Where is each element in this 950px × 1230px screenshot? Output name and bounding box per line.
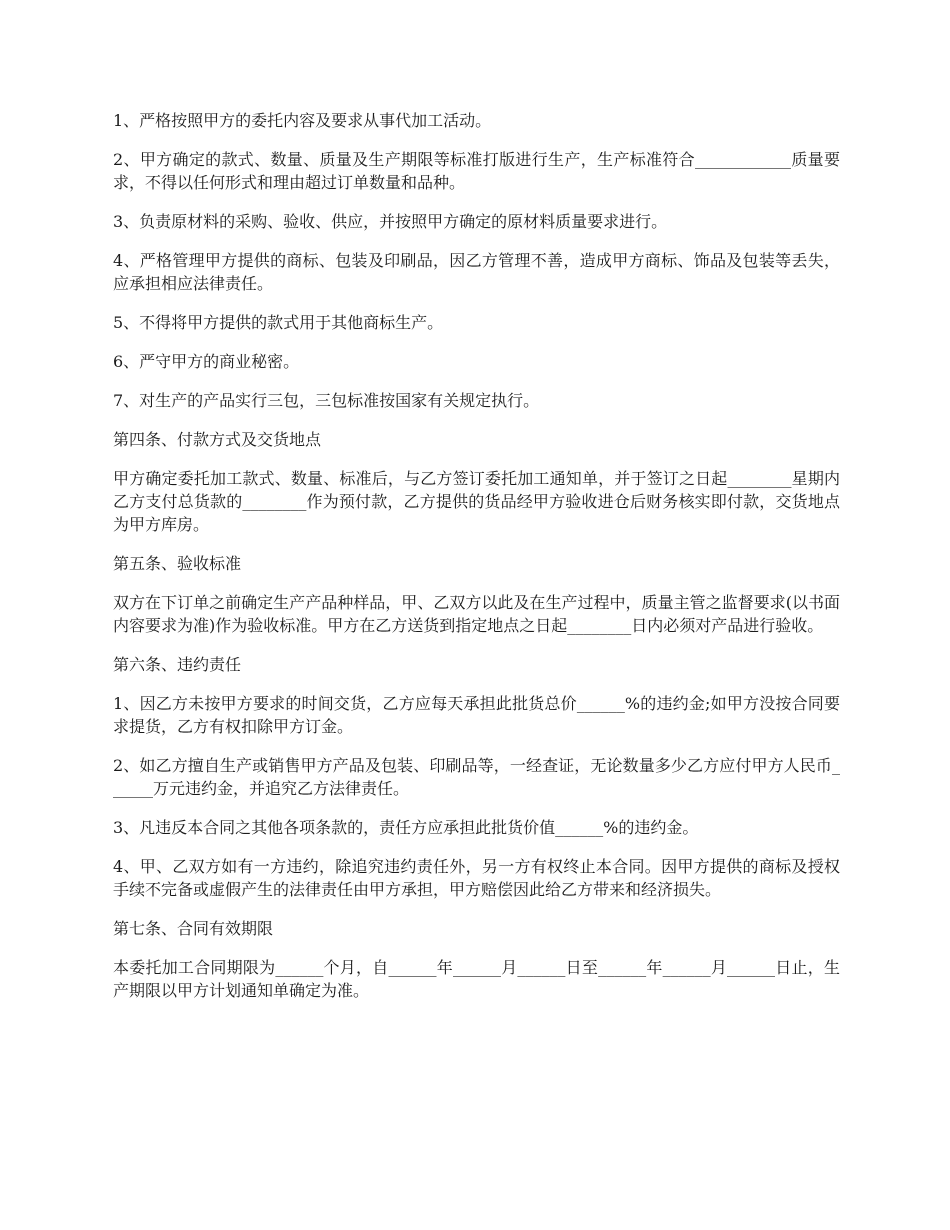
clause-2: 2、甲方确定的款式、数量、质量及生产期限等标准打版进行生产，生产标准符合____________质量要求，不得以任何形式和理由超过订单数量和品种。 xyxy=(113,150,840,192)
section-5-body: 双方在下订单之前确定生产产品种样品，甲、乙双方以此及在生产过程中，质量主管之监督要求(以书面内容要求为准)作为验收标准。甲方在乙方送货到指定地点之日起________日内必须对产品进行验收。 xyxy=(113,593,840,635)
breach-clause-3: 3、凡违反本合同之其他各项条款的，责任方应承担此批货价值______%的违约金。 xyxy=(113,818,699,837)
clause-7: 7、对生产的产品实行三包，三包标准按国家有关规定执行。 xyxy=(113,391,540,410)
breach-clause-1: 1、因乙方未按甲方要求的时间交货，乙方应每天承担此批货总价______%的违约金;如甲方没按合同要求提货，乙方有权扣除甲方订金。 xyxy=(113,694,840,736)
section-heading-7: 第七条、合同有效期限 xyxy=(113,919,274,938)
section-4-body: 甲方确定委托加工款式、数量、标准后，与乙方签订委托加工通知单，并于签订之日起________星期内乙方支付总货款的________作为预付款，乙方提供的货品经甲方验收进仓后财务核实即付款，交货地点为甲方库房。 xyxy=(113,469,840,534)
section-heading-4: 第四条、付款方式及交货地点 xyxy=(113,430,322,449)
section-heading-5: 第五条、验收标准 xyxy=(113,554,242,573)
clause-3: 3、负责原材料的采购、验收、供应，并按照甲方确定的原材料质量要求进行。 xyxy=(113,212,668,231)
clause-4: 4、严格管理甲方提供的商标、包装及印刷品，因乙方管理不善，造成甲方商标、饰品及包装等丢失，应承担相应法律责任。 xyxy=(113,251,840,293)
breach-clause-4: 4、甲、乙双方如有一方违约，除追究违约责任外，另一方有权终止本合同。因甲方提供的商标及授权手续不完备或虚假产生的法律责任由甲方承担，甲方赔偿因此给乙方带来和经济损失。 xyxy=(113,857,840,899)
section-7-body: 本委托加工合同期限为______个月，自______年______月______日至______年______月______日止，生产期限以甲方计划通知单确定为准。 xyxy=(113,958,840,1000)
section-heading-6: 第六条、违约责任 xyxy=(113,655,242,674)
clause-5: 5、不得将甲方提供的款式用于其他商标生产。 xyxy=(113,313,444,332)
clause-6: 6、严守甲方的商业秘密。 xyxy=(113,352,300,371)
document-body xyxy=(113,109,840,1018)
breach-clause-2: 2、如乙方擅自生产或销售甲方产品及包装、印刷品等，一经查证，无论数量多少乙方应付甲方人民币______万元违约金，并追究乙方法律责任。 xyxy=(113,756,840,798)
clause-1: 1、严格按照甲方的委托内容及要求从事代加工活动。 xyxy=(113,111,492,130)
